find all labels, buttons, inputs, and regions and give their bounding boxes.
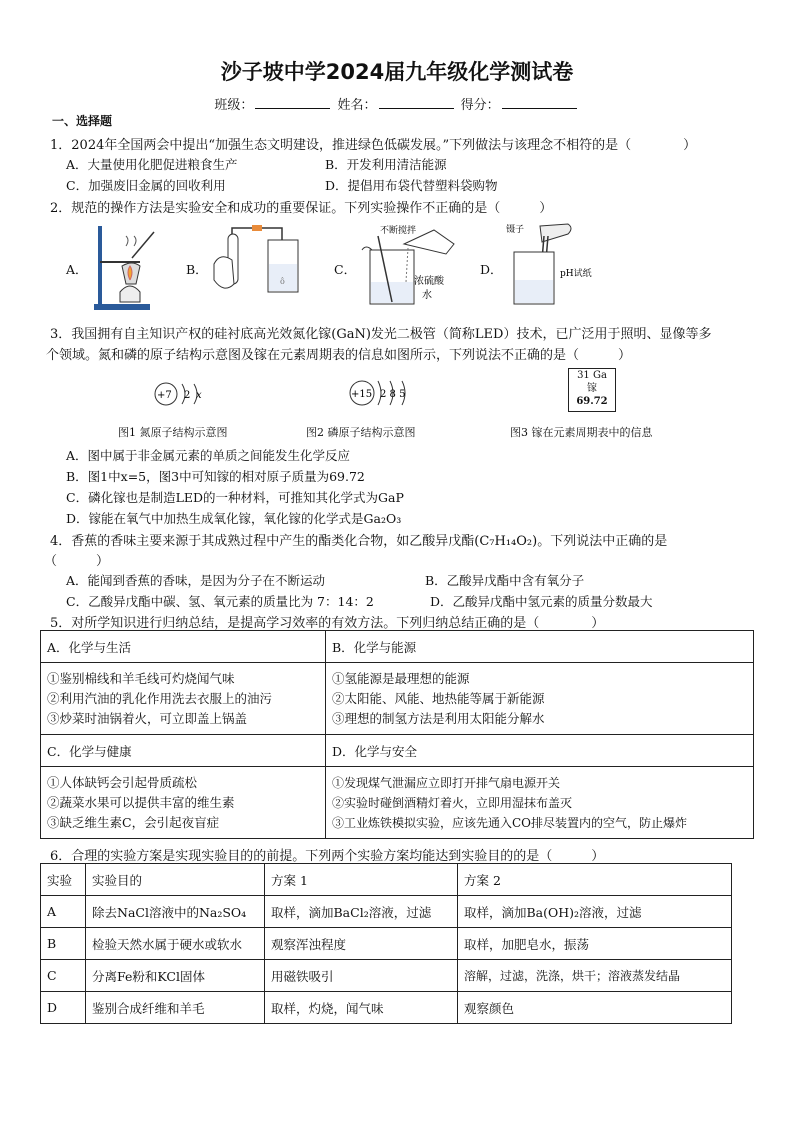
table-cell: 取样，灼烧，闻气味 bbox=[265, 992, 458, 1024]
n-shell-1: 2 bbox=[184, 390, 191, 401]
q3-option-a: A．图中属于非金属元素的单质之间能发生化学反应 bbox=[66, 448, 351, 463]
q5-cell-b-body: ①氢能源是最理想的能源 ②太阳能、风能、地热能等属于新能源 ③理想的制氢方法是利用太阳能分解水 bbox=[326, 663, 754, 735]
c-acid-label: 浓硫酸 bbox=[414, 276, 444, 287]
table-cell: 观察浑浊程度 bbox=[265, 928, 458, 960]
svg-text:ô: ô bbox=[280, 277, 285, 286]
q6-header-exp: 实验 bbox=[41, 864, 86, 896]
table-cell: B bbox=[41, 928, 86, 960]
q5-cell-b-head: B．化学与能源 bbox=[326, 631, 754, 663]
q6-header-plan2: 方案 2 bbox=[458, 864, 732, 896]
c-water-label: 水 bbox=[422, 290, 432, 301]
q1-option-d: D．提倡用布袋代替塑料袋购物 bbox=[325, 178, 498, 193]
q4-option-c: C．乙酸异戊酯中碳、氢、氧元素的质量比为 7：14：2 bbox=[66, 594, 374, 609]
ga-number-symbol: 31 Ga bbox=[577, 370, 607, 381]
student-info-line bbox=[0, 94, 794, 113]
q3-option-c: C．磷化镓也是制造LED的一种材料，可推知其化学式为GaP bbox=[66, 490, 404, 505]
p-shells: 2 8 5 bbox=[380, 389, 406, 400]
q4-paren: （ ） bbox=[44, 554, 110, 569]
q4-option-a: A．能闻到香蕉的香味，是因为分子在不断运动 bbox=[66, 573, 326, 588]
class-label: 班级： bbox=[214, 98, 254, 113]
q5-cell-a-body: ①鉴别棉线和羊毛线可灼烧闻气味 ②利用汽油的乳化作用洗去衣服上的油污 ③炒菜时油锅着火，可立即盖上锅盖 bbox=[41, 663, 326, 735]
section-heading: 一、选择题 bbox=[52, 114, 113, 128]
figure3-caption: 图3 镓在元素周期表中的信息 bbox=[510, 426, 653, 439]
q1-option-a: A．大量使用化肥促进粮食生产 bbox=[66, 157, 238, 172]
table-cell: 用磁铁吸引 bbox=[265, 960, 458, 992]
q2-option-a: A． bbox=[66, 262, 88, 277]
q5-summary-table bbox=[40, 630, 754, 839]
table-cell: 检验天然水属于硬水或软水 bbox=[86, 928, 265, 960]
q6-header-plan1: 方案 1 bbox=[265, 864, 458, 896]
table-row bbox=[41, 896, 732, 928]
class-blank[interactable] bbox=[255, 96, 330, 109]
q5-cell-c-head: C．化学与健康 bbox=[41, 735, 326, 767]
ga-name: 镓 bbox=[587, 383, 597, 394]
n-nucleus: +7 bbox=[157, 390, 172, 401]
gallium-periodic-cell bbox=[568, 368, 616, 412]
table-row bbox=[41, 960, 732, 992]
q2-option-b: B． bbox=[186, 262, 208, 277]
name-blank[interactable] bbox=[379, 96, 454, 109]
table-cell: 鉴别合成纤维和羊毛 bbox=[86, 992, 265, 1024]
p-nucleus: +15 bbox=[351, 389, 373, 400]
q1-stem: 1．2024年全国两会中提出“加强生态文明建设，推进绿色低碳发展。”下列做法与该理念不相符的是（ ） bbox=[50, 138, 697, 153]
phosphorus-atom-diagram bbox=[346, 378, 426, 410]
q6-experiment-table bbox=[40, 863, 732, 1024]
q5-cell-d-head: D．化学与安全 bbox=[326, 735, 754, 767]
q2-option-c: C． bbox=[334, 262, 357, 277]
q1-option-c: C．加强废旧金属的回收利用 bbox=[66, 178, 226, 193]
q4-stem: 4．香蕉的香味主要来源于其成熟过程中产生的酯类化合物，如乙酸异戊酯(C₇H₁₄O₂)。下列说法中正确的是 bbox=[50, 534, 668, 549]
q3-stem-line2: 个领域。氮和磷的原子结构示意图及镓在元素周期表的信息如图所示，下列说法不正确的是（ ） bbox=[46, 348, 632, 363]
score-blank[interactable] bbox=[502, 96, 577, 109]
q4-option-b: B．乙酸异戊酯中含有氧分子 bbox=[425, 573, 585, 588]
page-title: 沙子坡中学2024届九年级化学测试卷 bbox=[220, 60, 574, 84]
figure2-caption: 图2 磷原子结构示意图 bbox=[306, 426, 416, 439]
d-tweezer-label: 镊子 bbox=[506, 225, 525, 235]
q6-stem: 6．合理的实验方案是实现实验目的的前提。下列两个实验方案均能达到实验目的的是（ ） bbox=[50, 849, 605, 864]
q3-option-b: B．图1中x=5，图3中可知镓的相对原子质量为69.72 bbox=[66, 469, 365, 484]
q5-cell-a-head: A．化学与生活 bbox=[41, 631, 326, 663]
airtightness-check-figure bbox=[204, 224, 304, 304]
dilute-acid-figure bbox=[356, 222, 476, 310]
table-cell: 溶解，过滤，洗涤，烘干；溶液蒸发结晶 bbox=[458, 960, 732, 992]
table-cell: 除去NaCl溶液中的Na₂SO₄ bbox=[86, 896, 265, 928]
table-row bbox=[41, 992, 732, 1024]
nitrogen-atom-diagram bbox=[152, 380, 222, 410]
q4-option-d: D．乙酸异戊酯中氢元素的质量分数最大 bbox=[430, 594, 653, 609]
ph-test-figure bbox=[500, 222, 600, 310]
q6-header-goal: 实验目的 bbox=[86, 864, 265, 896]
table-cell: 取样，加肥皂水，振荡 bbox=[458, 928, 732, 960]
ga-mass: 69.72 bbox=[576, 396, 608, 407]
q3-option-d: D．镓能在氧气中加热生成氧化镓，氧化镓的化学式是Ga₂O₃ bbox=[66, 511, 402, 526]
q2-option-d: D． bbox=[480, 262, 503, 277]
table-cell: C bbox=[41, 960, 86, 992]
table-cell: 分离Fe粉和KCl固体 bbox=[86, 960, 265, 992]
table-cell: 取样，滴加BaCl₂溶液，过滤 bbox=[265, 896, 458, 928]
c-stir-label: 不断搅拌 bbox=[380, 226, 417, 236]
q5-stem: 5．对所学知识进行归纳总结，是提高学习效率的有效方法。下列归纳总结正确的是（ ） bbox=[50, 616, 605, 631]
table-cell: 取样，滴加Ba(OH)₂溶液，过滤 bbox=[458, 896, 732, 928]
heating-apparatus-figure bbox=[92, 222, 162, 312]
table-row bbox=[41, 928, 732, 960]
q5-cell-c-body: ①人体缺钙会引起骨质疏松 ②蔬菜水果可以提供丰富的维生素 ③缺乏维生素C，会引起夜盲症 bbox=[41, 767, 326, 839]
table-cell: 观察颜色 bbox=[458, 992, 732, 1024]
name-label: 姓名： bbox=[337, 98, 377, 113]
q3-stem-line1: 3．我国拥有自主知识产权的硅衬底高光效氮化镓(GaN)发光二极管（简称LED）技术，已广泛用于照明、显像等多 bbox=[50, 327, 712, 342]
table-cell: D bbox=[41, 992, 86, 1024]
q5-cell-d-body: ①发现煤气泄漏应立即打开排气扇电源开关 ②实验时碰倒酒精灯着火，立即用湿抹布盖灭 ③工业炼铁模拟实验，应该先通入CO排尽装置内的空气，防止爆炸 bbox=[326, 767, 754, 839]
q2-stem: 2．规范的操作方法是实验安全和成功的重要保证。下列实验操作不正确的是（ ） bbox=[50, 201, 553, 216]
q1-option-b: B．开发利用清洁能源 bbox=[325, 157, 447, 172]
d-ph-label: pH试纸 bbox=[560, 269, 592, 279]
n-shell-2: x bbox=[196, 390, 202, 401]
figure1-caption: 图1 氮原子结构示意图 bbox=[118, 426, 228, 439]
table-cell: A bbox=[41, 896, 86, 928]
score-label: 得分： bbox=[460, 98, 500, 113]
